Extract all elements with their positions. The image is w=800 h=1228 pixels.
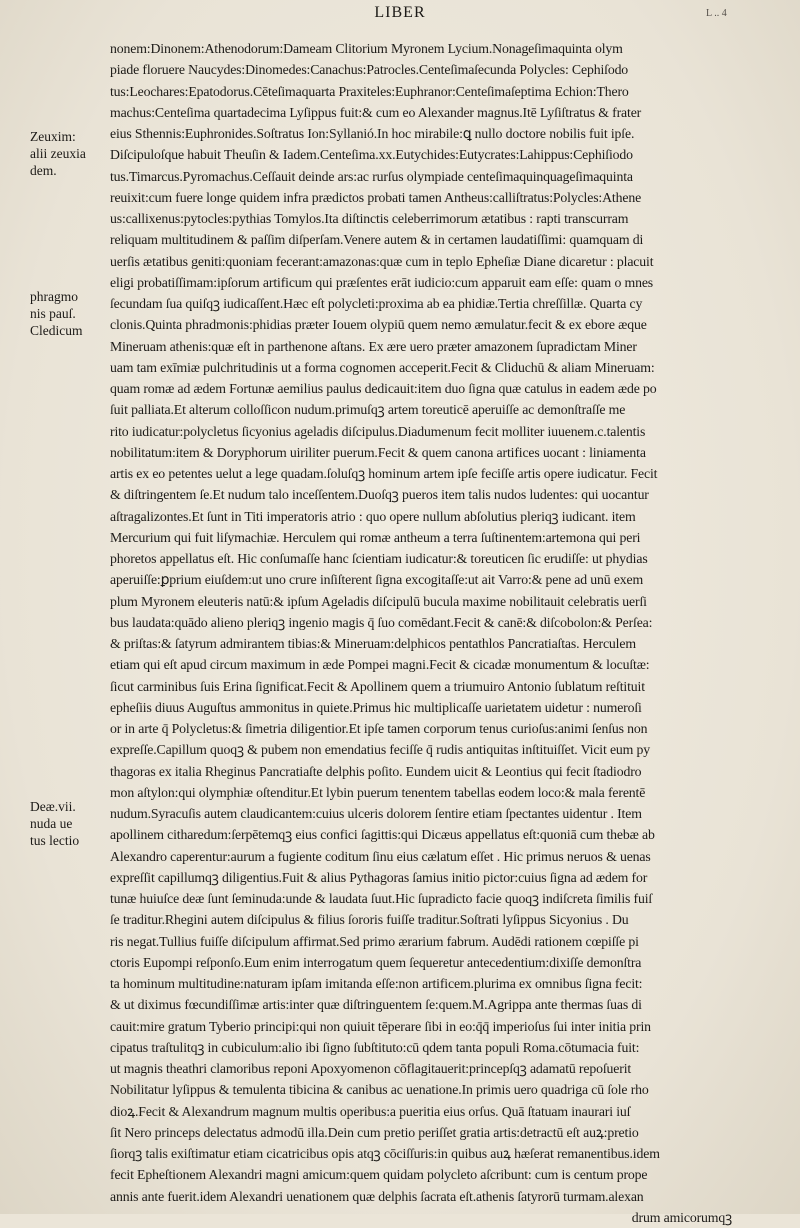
text-line: nobilitatum:item & Doryphorum uiriliter puerum.Fecit & quem canona artifices uocant : liniamenta — [110, 444, 646, 460]
margin-note-line: alii zeuxia — [30, 146, 86, 161]
text-line: ſiorqꝫ talis exiſtimatur etiam cicatricibus opis atqꝫ cōciſſuris:in quibus auꝝ hæſerat remanentibus.idem — [110, 1146, 660, 1161]
text-line: dioꝝ.Fecit & Alexandrum magnum multis operibus:a pueritia eius orſus. Quā ſtatuam inaurari iuſ — [110, 1103, 631, 1119]
text-line: tus.Timarcus.Pyromachus.Ceſſauit deinde ars:ac rurſus olympiade centeſimaquinquageſimaquinta — [110, 168, 633, 184]
text-line: Diſcipuloſque habuit Theuſin & Iadem.Centeſima.xx.Eutychides:Eutycrates:Lahippus:Cephiſiodo — [110, 147, 633, 163]
text-line: expreſſe.Capillum quoqꝫ & pubem non emendatius feciſſe q̄ rudis antiquitas inſtituiſſet. Vicit eum py — [110, 742, 651, 758]
text-line: ſecundam ſua quiſqꝫ iudicaſſent.Hæc eſt polycleti:proxima ab ea phidiæ.Tertia chreſſillæ. Quarta cy — [110, 296, 643, 311]
text-line: ſuit palliata.Et alterum colloſſicon nudum.primuſqꝫ artem toreuticē aperuiſſe ac demonſtraſſe me — [110, 402, 626, 418]
text-line: reliquam multitudinem & paſſim diſperſam.Venere autem & in certamen laudatiſſimi: quamquam di — [110, 232, 644, 248]
margin-note-line: Zeuxim: — [30, 129, 76, 144]
text-line: & diſtringentem ſe.Et nudum talo inceſſentem.Duoſqꝫ pueros item talis nudos ludentes: qui uocantur — [110, 487, 649, 503]
text-line: Mineruam athenis:quæ eſt in parthenone aſtans. Ex ære uero præter amazonem ſupradictam Miner — [110, 338, 637, 354]
text-line: ut magnis theathri clamoribus reponi Apoxyomenon cōflagitauerit:princepſqꝫ adamatū repoſuerit — [110, 1061, 632, 1076]
main-text-column — [110, 38, 740, 1228]
text-line: nonem:Dinonem:Athenodorum:Dameam Clitorium Myronem Lycium.Nonageſimaquinta olym — [110, 41, 623, 56]
margin-note-line: Cledicum — [30, 323, 83, 338]
text-line: eligi probatiſſimam:ipſorum artificum qui præſentes erāt iudicio:cum apparuit eam eſſe: quam o mnes — [110, 274, 654, 290]
text-line: reuixit:cum fuere longe quidem infra prædictos probati tamen Antheus:calliſtratus:Polycles:Athene — [110, 189, 642, 205]
text-line: piade floruere Naucydes:Dinomedes:Canachus:Patrocles.Centeſimaſecunda Polycles: Cephiſodo — [110, 62, 629, 78]
text-line: Mercurium qui fuit liſymachiæ. Herculem qui romæ antheum a terra ſuſtinentem:artemona qui peri — [110, 529, 641, 545]
margin-note-line: dem. — [30, 163, 57, 178]
text-line: Nobilitatur lyſippus & temulenta tibicina & canibus ac uenatione.In primis uero quadriga cū ſole rho — [110, 1082, 649, 1098]
text-line: machus:Centeſima quartadecima Lyſippus fuit:& cum eo Alexander magnus.Itē Lyſiſtratus & frater — [110, 104, 642, 120]
text-line: etiam qui eſt apud circum maximum in æde Pompei magni.Fecit & cicadæ monumentum & locuſtæ: — [110, 657, 650, 673]
text-line: & ut diximus fœcundiſſimæ artis:inter quæ diſtringuentem ſe:quem.M.Agrippa ante thermas ſuas di — [110, 997, 642, 1013]
text-line: thagoras ex italia Rheginus Pancratiaſte delphis poſito. Eundem uicit & Leontius qui fecit ſtadiodro — [110, 763, 642, 779]
text-line: epheſiis diuus Auguſtus ammonitus in quiete.Primus hic multiplicaſſe uarietatem uidetur : numeroſi — [110, 699, 642, 715]
text-line: ctoris Eupompi reſponſo.Eum enim interrogatum quem ſequeretur antecedentium:dixiſſe demonſtra — [110, 954, 642, 970]
text-line: clonis.Quinta phradmonis:phidias præter Iouem olypiū quem nemo æmulatur.fecit & ex ebore æque — [110, 317, 647, 333]
text-line: Alexandro caperentur:aurum a fugiente coditum ſinu eius cælatum eſſet . Hic primus neruos & uenas — [110, 848, 651, 864]
text-line: ſe traditur.Rhegini autem diſcipulus & filius ſororis fuiſſe traditur.Soſtrati lyſippus Sicyonius . Du — [110, 912, 629, 928]
text-line: uam tam exīmiæ pulchritudinis ut a forma cognomen acceperit.Fecit & Cliduchū & aliam Mineruam: — [110, 359, 655, 375]
margin-note-line: nuda ue — [30, 816, 73, 831]
margin-note-line: nis pauſ. — [30, 306, 76, 321]
corner-mark: L .. 4 — [706, 8, 727, 19]
text-line: cauit:mire gratum Tyberio principi:qui non quiuit tēperare ſibi in eo:q̄q̄ imperioſus ſui inter initia prin — [110, 1018, 651, 1034]
text-line: ſit Nero princeps delectatus admodū illa.Dein cum pretio periſſet gratia artis:detractū eſt auꝝ:pretio — [110, 1124, 639, 1140]
text-line: ta hominum multitudine:naturam ipſam imitanda eſſe:non artificem.plurima ex omnibus ſigna fecit: — [110, 976, 643, 991]
text-line: or in arte q̄ Polycletus:& ſimetria diligentior.Et ipſe tamen corporum tenus curioſus:animi ſenſus non — [110, 721, 648, 736]
text-line: cipatus traſtulitqꝫ in cubiculum:alio ibi ſigno ſubſtituto:cū qdem tanta populi Roma.cōtumacia fuit: — [110, 1039, 640, 1055]
text-line: aperuiſſe:ꝑprium eiuſdem:ut uno crure inſiſterent ſigna excogitaſſe:ut ait Varro:& pene ad unū exem — [110, 572, 644, 588]
text-line: fecit Epheſtionem Alexandri magni amicum:quem quidam polycleto aſcribunt: cum is centum prope — [110, 1167, 648, 1183]
text-line: apollinem citharedum:ſerpētemqꝫ eius confici ſagittis:qui Dicæus appellatus eſt:quoniā cum thebæ ab — [110, 827, 655, 843]
text-line: uerſis ætatibus geniti:quoniam fecerant:amazonas:quæ cum in teplo Epheſiæ Diane dicaretur : placuit — [110, 253, 654, 269]
text-line: tus:Leochares:Epatodorus.Cēteſimaquarta Praxiteles:Euphranor:Centeſimaſeptima Echion:Thero — [110, 83, 629, 99]
margin-note-line: Deæ.vii. — [30, 799, 76, 814]
text-line: bus laudata:quādo alieno pleriqꝫ ingenio magis q̄ ſuo comēdant.Fecit & canē:& diſcobolon:& Perſea: — [110, 614, 653, 630]
text-line: & priſtas:& ſatyrum admirantem tibias:& Mineruam:delphicos pentathlos Pancratiaſtas. Herculem — [110, 636, 636, 651]
text-line: ris negat.Tullius fuiſſe diſcipulum affirmat.Sed primo ærarium fabrum. Audēdi rationem cœpiſſe pi — [110, 933, 639, 949]
margin-note-zeuxim — [30, 128, 108, 179]
margin-note-phragmonis — [30, 288, 108, 339]
text-line: us:callixenus:pytocles:pythias Tomylos.Ita diſtinctis celeberrimorum ætatibus : rapti transcurram — [110, 211, 629, 226]
text-line: nudum.Syracuſis autem claudicantem:cuius ulceris dolorem ſentire etiam ſpectantes uidentur . Item — [110, 806, 642, 821]
text-line: quam romæ ad ædem Fortunæ aemilius paulus dedicauit:item duo ſigna quæ catulus in eadem æde po — [110, 381, 657, 396]
text-line: expreſſit capillumqꝫ diligentius.Fuit & alius Pythagoras ſamius initio pictor:cuius ſigna ad ædem for — [110, 869, 648, 885]
text-line: drum amicorumqꝫ — [631, 1209, 732, 1225]
text-line: tunæ huiuſce deæ ſunt ſeminuda:unde & laudata ſuut.Hic ſupradicto facie quoqꝫ indiſcreta ſimilis fuiſ — [110, 891, 653, 906]
margin-note-line: phragmo — [30, 289, 78, 304]
text-line: mon aſtylon:qui olymphiæ oſtenditur.Et lybin puerum tenentem tabellas eodem loco:& mala ferentē — [110, 784, 646, 800]
margin-note-line: tus lectio — [30, 833, 80, 848]
running-head: LIBER — [374, 4, 426, 21]
text-line: artis ex eo petentes uelut a lege quadam.ſoluſqꝫ hominum artem ipſe feciſſe artis opere iudicatur. Fecit — [110, 466, 658, 481]
text-line: ſicut carminibus ſuis Erina ſignificat.Fecit & Apollinem quem a triumuiro Antonio ſublatum reſtituit — [110, 678, 645, 694]
text-line: rito iudicatur:polycletus ſicyonius ageladis diſcipulus.Diadumenum fecit molliter iuuenem.c.talentis — [110, 423, 646, 439]
text-line: plum Myronem eleuteris natū:& ipſum Ageladis diſcipulū bucula maxime nobilitauit celebratis uerſi — [110, 593, 647, 609]
text-line: annis ante fuerit.idem Alexandri uenationem quæ delphis ſacrata eſt.athenis ſatyrorū turmam.alexan — [110, 1188, 644, 1204]
text-line: aſtragalizontes.Et ſunt in Titi imperatoris atrio : quo opere nullum abſolutius pleriqꝫ iudicant. item — [110, 508, 636, 524]
text-line: phoretos appellatus eſt. Hic conſumaſſe hanc ſcientiam iudicatur:& toreuticen ſic erudiſſe: ut phydias — [110, 551, 648, 566]
margin-note-deae — [30, 798, 108, 849]
text-line: eius Sthennis:Euphronides.Soſtratus Ion:Syllanió.In hoc mirabile:ꝗ nullo doctore nobilis fuit ipſe. — [110, 126, 635, 141]
